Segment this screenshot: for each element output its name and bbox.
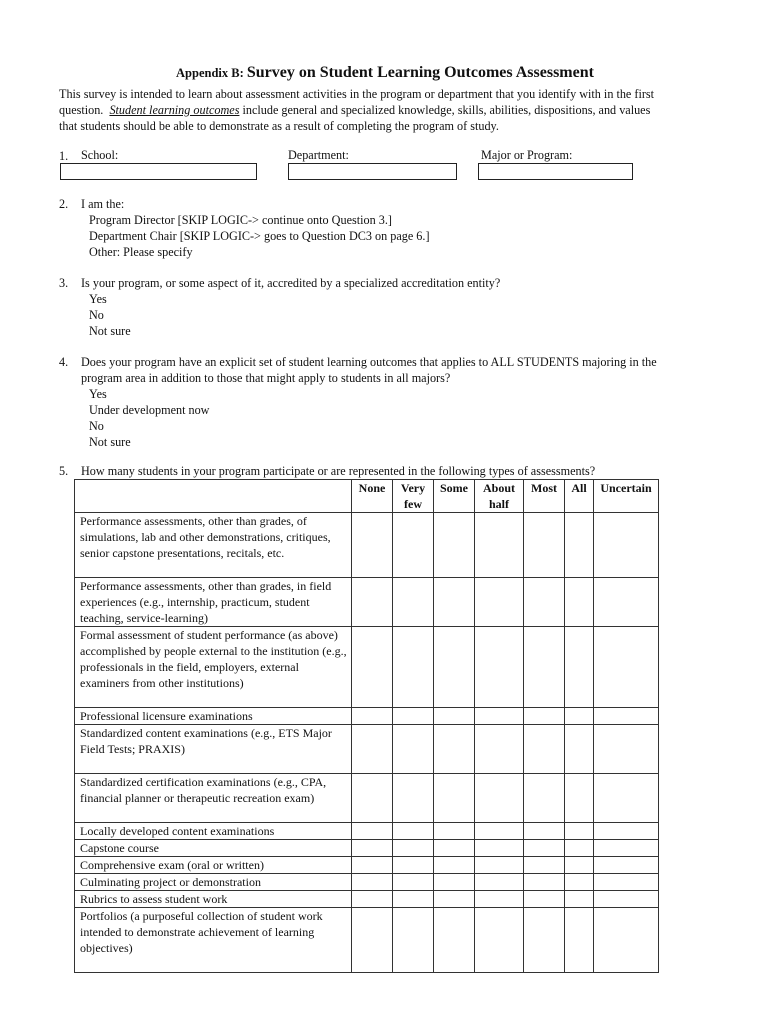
option-no[interactable]: No — [89, 308, 104, 322]
table-row — [75, 578, 659, 627]
response-cell[interactable] — [434, 857, 475, 874]
question-5 — [59, 463, 724, 479]
response-cell[interactable] — [393, 857, 434, 874]
response-cell[interactable] — [594, 908, 659, 973]
response-cell[interactable] — [352, 891, 393, 908]
col-some: Some — [434, 480, 475, 513]
response-cell[interactable] — [475, 578, 524, 627]
response-cell[interactable] — [352, 708, 393, 725]
assessment-grid — [74, 479, 659, 973]
question-text: I am the: — [81, 197, 125, 211]
response-cell[interactable] — [565, 857, 594, 874]
response-cell[interactable] — [393, 823, 434, 840]
table-row — [75, 908, 659, 973]
option-program-director[interactable]: Program Director [SKIP LOGIC-> continue onto Question 3.] — [89, 213, 392, 227]
table-row — [75, 513, 659, 578]
response-cell[interactable] — [594, 774, 659, 823]
response-cell[interactable] — [524, 857, 565, 874]
response-cell[interactable] — [393, 725, 434, 774]
row-label: Culminating project or demonstration — [75, 874, 352, 891]
response-cell[interactable] — [434, 725, 475, 774]
response-cell[interactable] — [565, 823, 594, 840]
table-row — [75, 891, 659, 908]
response-cell[interactable] — [352, 840, 393, 857]
response-cell[interactable] — [352, 874, 393, 891]
intro-line-3: that students should be able to demonstrate as a result of completing the program of study. — [59, 119, 499, 133]
response-cell[interactable] — [475, 627, 524, 708]
row-label: Performance assessments, other than grades, of simulations, lab and other demonstrations, critiques, senior capstone presentations, recitals, etc. — [75, 513, 352, 578]
response-cell[interactable] — [565, 725, 594, 774]
grid-corner — [75, 480, 352, 513]
response-cell[interactable] — [352, 823, 393, 840]
question-text: How many students in your program participate or are represented in the following types of assessments? — [81, 464, 596, 478]
question-number: 2. — [59, 197, 69, 211]
response-cell[interactable] — [475, 840, 524, 857]
col-most: Most — [524, 480, 565, 513]
response-cell[interactable] — [524, 578, 565, 627]
department-input[interactable] — [288, 163, 457, 180]
col-about-half: About half — [475, 480, 524, 513]
response-cell[interactable] — [594, 513, 659, 578]
grid-header-row — [75, 480, 659, 513]
response-cell[interactable] — [352, 857, 393, 874]
response-cell[interactable] — [434, 513, 475, 578]
table-row — [75, 874, 659, 891]
table-row — [75, 708, 659, 725]
response-cell[interactable] — [434, 823, 475, 840]
response-cell[interactable] — [475, 513, 524, 578]
table-row — [75, 627, 659, 708]
response-cell[interactable] — [594, 708, 659, 725]
row-label: Comprehensive exam (oral or written) — [75, 857, 352, 874]
question-number: 5. — [59, 464, 69, 478]
question-2 — [59, 196, 724, 260]
row-label: Standardized content examinations (e.g., ETS Major Field Tests; PRAXIS) — [75, 725, 352, 774]
response-cell[interactable] — [434, 627, 475, 708]
response-cell[interactable] — [475, 891, 524, 908]
option-no[interactable]: No — [89, 419, 104, 433]
response-cell[interactable] — [352, 513, 393, 578]
option-under-development[interactable]: Under development now — [89, 403, 210, 417]
response-cell[interactable] — [393, 891, 434, 908]
response-cell[interactable] — [475, 708, 524, 725]
major-input[interactable] — [478, 163, 633, 180]
response-cell[interactable] — [524, 627, 565, 708]
response-cell[interactable] — [565, 874, 594, 891]
response-cell[interactable] — [434, 908, 475, 973]
response-cell[interactable] — [565, 891, 594, 908]
response-cell[interactable] — [352, 578, 393, 627]
response-cell[interactable] — [594, 874, 659, 891]
response-cell[interactable] — [524, 891, 565, 908]
col-all: All — [565, 480, 594, 513]
row-label: Portfolios (a purposeful collection of student work intended to demonstrate achievement of learning objectives) — [75, 908, 352, 973]
option-department-chair[interactable]: Department Chair [SKIP LOGIC-> goes to Question DC3 on page 6.] — [89, 229, 430, 243]
response-cell[interactable] — [475, 774, 524, 823]
response-cell[interactable] — [565, 578, 594, 627]
response-cell[interactable] — [393, 627, 434, 708]
intro-paragraph — [59, 86, 719, 134]
response-cell[interactable] — [565, 513, 594, 578]
response-cell[interactable] — [393, 513, 434, 578]
row-label: Formal assessment of student performance (as above) accomplished by people external to the institution (e.g., professionals in the field, employers, external examiners from other institutions) — [75, 627, 352, 708]
response-cell[interactable] — [524, 823, 565, 840]
response-cell[interactable] — [434, 874, 475, 891]
response-cell[interactable] — [393, 708, 434, 725]
response-cell[interactable] — [393, 874, 434, 891]
response-cell[interactable] — [475, 857, 524, 874]
response-cell[interactable] — [434, 578, 475, 627]
response-cell[interactable] — [524, 774, 565, 823]
table-row — [75, 857, 659, 874]
response-cell[interactable] — [524, 840, 565, 857]
row-label: Capstone course — [75, 840, 352, 857]
student-learning-outcomes-term: Student learning outcomes — [109, 103, 240, 117]
response-cell[interactable] — [434, 891, 475, 908]
response-cell[interactable] — [565, 627, 594, 708]
grid-body — [75, 513, 659, 973]
table-row — [75, 774, 659, 823]
title-main: Survey on Student Learning Outcomes Assessment — [246, 64, 594, 81]
school-label: School: — [81, 148, 119, 162]
response-cell[interactable] — [475, 874, 524, 891]
table-row — [75, 840, 659, 857]
response-cell[interactable] — [524, 874, 565, 891]
response-cell[interactable] — [352, 908, 393, 973]
response-cell[interactable] — [594, 627, 659, 708]
col-uncertain: Uncertain — [594, 480, 659, 513]
question-number: 4. — [59, 355, 69, 369]
option-yes[interactable]: Yes — [89, 292, 107, 306]
response-cell[interactable] — [565, 708, 594, 725]
title-prefix: Appendix B: — [176, 66, 244, 80]
row-label: Rubrics to assess student work — [75, 891, 352, 908]
response-cell[interactable] — [524, 908, 565, 973]
option-not-sure[interactable]: Not sure — [89, 324, 131, 338]
col-none: None — [352, 480, 393, 513]
response-cell[interactable] — [594, 840, 659, 857]
response-cell[interactable] — [393, 840, 434, 857]
response-cell[interactable] — [352, 725, 393, 774]
department-label: Department: — [288, 148, 349, 162]
question-4 — [59, 354, 724, 450]
response-cell[interactable] — [434, 840, 475, 857]
row-label: Professional licensure examinations — [75, 708, 352, 725]
question-number: 3. — [59, 276, 69, 290]
col-very-few: Very few — [393, 480, 434, 513]
response-cell[interactable] — [565, 908, 594, 973]
intro-line-1: This survey is intended to learn about assessment activities in the program or department that you identify with in the first — [59, 87, 655, 101]
row-label: Locally developed content examinations — [75, 823, 352, 840]
row-label: Standardized certification examinations (e.g., CPA, financial planner or therapeutic recreation exam) — [75, 774, 352, 823]
question-text: Is your program, or some aspect of it, accredited by a specialized accreditation entity? — [81, 276, 501, 290]
response-cell[interactable] — [393, 774, 434, 823]
response-cell[interactable] — [524, 513, 565, 578]
response-cell[interactable] — [524, 708, 565, 725]
major-label: Major or Program: — [481, 148, 573, 162]
response-cell[interactable] — [352, 774, 393, 823]
response-cell[interactable] — [434, 774, 475, 823]
question-text-line-1: Does your program have an explicit set of student learning outcomes that applies to ALL STUDENTS majoring in the — [81, 355, 657, 369]
question-number: 1. — [59, 149, 69, 163]
school-input[interactable] — [60, 163, 257, 180]
response-cell[interactable] — [475, 823, 524, 840]
intro-line-2: question. Student learning outcomes include general and specialized knowledge, skills, abilities, dispositions, and values — [59, 103, 651, 117]
response-cell[interactable] — [434, 708, 475, 725]
response-cell[interactable] — [393, 578, 434, 627]
response-cell[interactable] — [352, 627, 393, 708]
option-not-sure[interactable]: Not sure — [89, 435, 131, 449]
question-text-line-2: program area in addition to those that might apply to students in all majors? — [81, 371, 451, 385]
option-yes[interactable]: Yes — [89, 387, 107, 401]
option-other[interactable]: Other: Please specify — [89, 245, 193, 259]
response-cell[interactable] — [393, 908, 434, 973]
response-cell[interactable] — [565, 840, 594, 857]
response-cell[interactable] — [594, 857, 659, 874]
response-cell[interactable] — [594, 578, 659, 627]
response-cell[interactable] — [475, 908, 524, 973]
page-title — [0, 64, 770, 82]
row-label: Performance assessments, other than grades, in field experiences (e.g., internship, practicum, student teaching, service-learning) — [75, 578, 352, 627]
question-3 — [59, 275, 724, 339]
table-row — [75, 823, 659, 840]
response-cell[interactable] — [594, 823, 659, 840]
response-cell[interactable] — [594, 725, 659, 774]
response-cell[interactable] — [594, 891, 659, 908]
response-cell[interactable] — [524, 725, 565, 774]
response-cell[interactable] — [565, 774, 594, 823]
table-row — [75, 725, 659, 774]
response-cell[interactable] — [475, 725, 524, 774]
